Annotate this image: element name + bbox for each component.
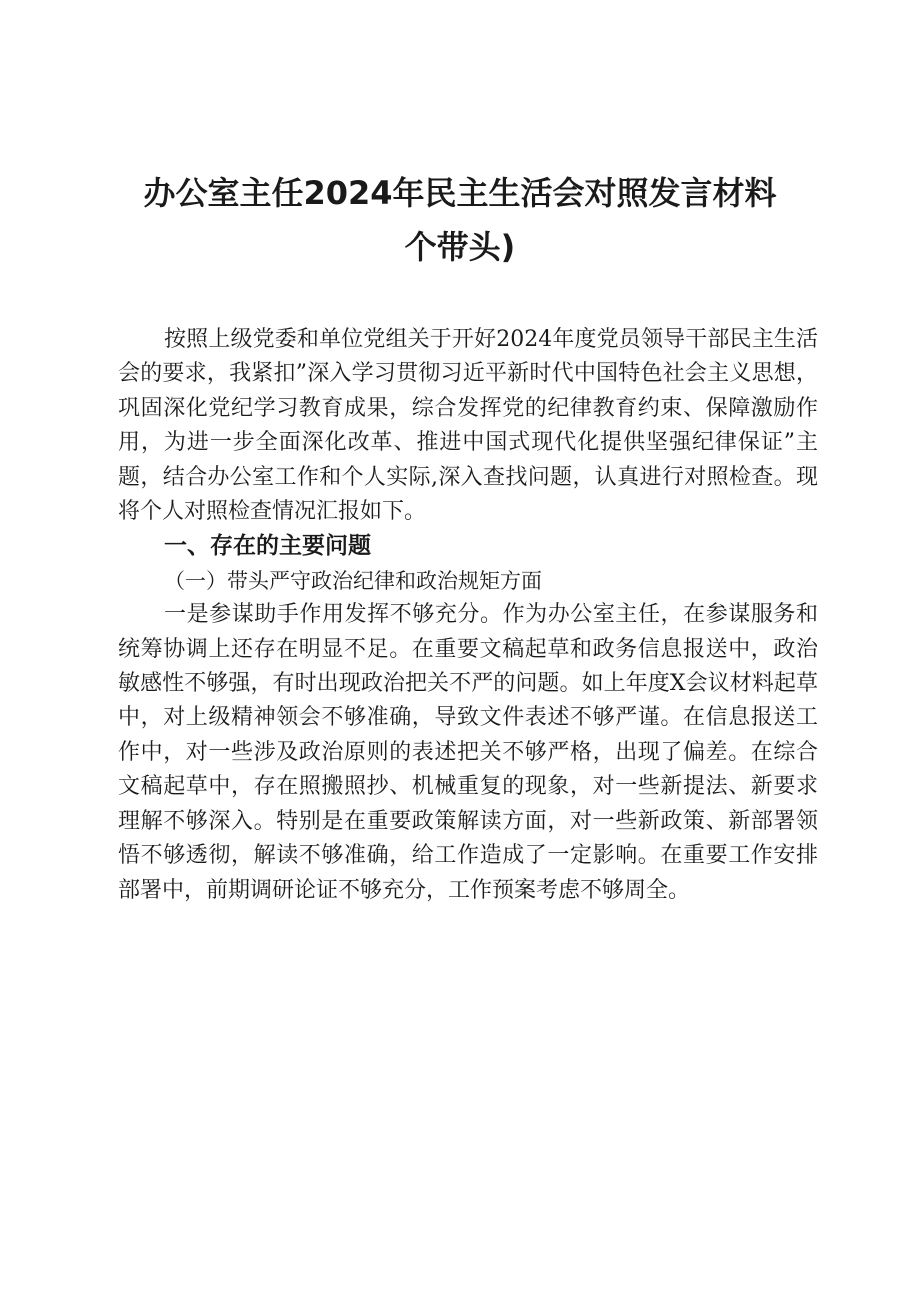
section-heading-problems: 一、存在的主要问题 (164, 533, 371, 560)
intro-paragraph: 按照上级党委和单位党组关于开好2024年度党员领导干部民主生活会的要求，我紧扣”深入学习贯彻习近平新时代中国特色社会主义思想，巩固深化党纪学习教育成果，综合发挥党的纪律教育约束、保障激励作用，为进一步全面深化改革、推进中国式现代化提供坚强纪律保证”主题，结合办公室工作和个人实际,深入查找问题，认真进行对照检查。现将个人对照检查情况汇报如下。 (118, 327, 818, 525)
document-body (118, 323, 818, 908)
subsection-heading-political-discipline: （一）带头严守政治纪律和政治规矩方面 (164, 568, 542, 593)
document-title-line-2: 个带头) (404, 228, 516, 266)
document-title-line-1: 办公室主任2024年民主生活会对照发言材料 (143, 174, 777, 212)
body-paragraph-advisor-role: 一是参谋助手作用发挥不够充分。作为办公室主任，在参谋服务和统筹协调上还存在明显不足。在重要文稿起草和政务信息报送中，政治敏感性不够强，有时出现政治把关不严的问题。如上年度X会议材料起草中，对上级精神领会不够准确，导致文件表述不够严谨。在信息报送工作中，对一些涉及政治原则的表述把关不够严格，出现了偏差。在综合文稿起草中，存在照搬照抄、机械重复的现象，对一些新提法、新要求理解不够深入。特别是在重要政策解读方面，对一些新政策、新部署领悟不够透彻，解读不够准确，给工作造成了一定影响。在重要工作安排部署中，前期调研论证不够充分，工作预案考虑不够周全。 (118, 602, 818, 903)
